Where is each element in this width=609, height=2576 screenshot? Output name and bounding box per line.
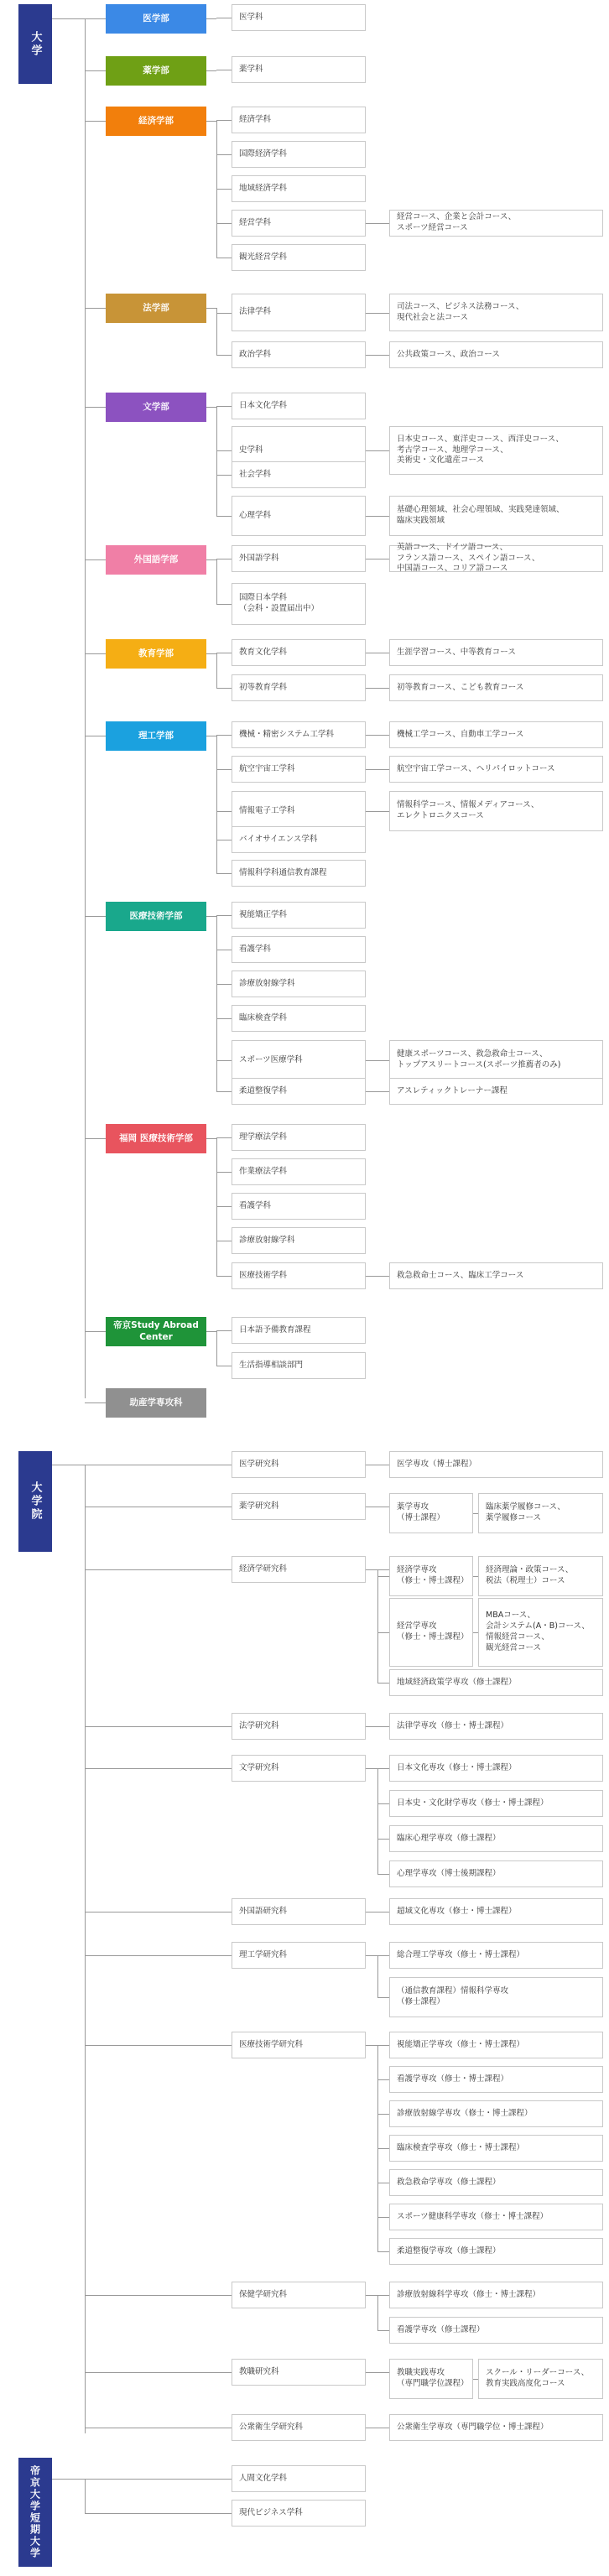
connector-line (206, 18, 216, 19)
connector-line (366, 769, 389, 770)
connector-line (377, 2295, 389, 2296)
connector-line (85, 559, 106, 560)
connector-line (216, 653, 217, 688)
department-box[interactable]: 観光経営学科 (232, 244, 366, 271)
major-box[interactable]: 経済学専攻 （修士・博士課程） (389, 1556, 473, 1596)
major-box[interactable]: 薬学専攻 （博士課程） (389, 1493, 473, 1533)
course-box: 情報科学コース、情報メディアコース、 エレクトロニクスコース (389, 791, 603, 831)
major-box[interactable]: 総合理工学専攻（修士・博士課程） (389, 1942, 603, 1969)
department-box[interactable]: 機械・精密システム工学科 (232, 721, 366, 748)
faculty-block[interactable]: 文学部 (106, 393, 206, 422)
department-box[interactable]: 生活指導相談部門 (232, 1352, 366, 1379)
connector-line (377, 1768, 389, 1769)
major-box[interactable]: 心理学専攻（博士後期課程） (389, 1860, 603, 1887)
course-box: 機械工学コース、自動車工学コース (389, 721, 603, 748)
faculty-block[interactable]: 福岡 医療技術学部 (106, 1124, 206, 1153)
course-box: スクール・リーダーコース、 教育実践高度化コース (478, 2359, 603, 2399)
course-box: 航空宇宙工学コース、ヘリパイロットコース (389, 756, 603, 783)
connector-line (366, 1091, 389, 1092)
connector-line (85, 407, 106, 408)
major-box[interactable]: 日本文化専攻（修士・博士課程） (389, 1755, 603, 1782)
connector-line (216, 811, 232, 812)
connector-line (85, 121, 106, 122)
graduate-school-box[interactable]: 文学研究科 (232, 1755, 366, 1782)
course-box: 救急救命士コース、臨床工学コース (389, 1262, 603, 1289)
graduate-school-box[interactable]: 教職研究科 (232, 2359, 366, 2386)
connector-line (85, 1768, 232, 1769)
department-box[interactable]: 史学科 (232, 426, 366, 475)
department-box[interactable]: 経済学科 (232, 107, 366, 133)
connector-line (366, 2372, 389, 2373)
connector-line (377, 2148, 389, 2149)
connector-line (85, 1726, 232, 1727)
connector-line (85, 2513, 232, 2514)
connector-line (216, 450, 232, 451)
major-box[interactable]: 看護学専攻（修士・博士課程） (389, 2066, 603, 2093)
major-box[interactable]: 教職実践専攻 （専門職学位課程） (389, 2359, 473, 2399)
course-box: 経済理論・政策コース、 税法（税理士）コース (478, 1556, 603, 1596)
connector-line (377, 2114, 389, 2115)
course-box: 日本史コース、東洋史コース、西洋史コース、 考古学コース、地理学コース、 美術史・文化遺産コース (389, 426, 603, 475)
major-box[interactable]: 地域経済政策学専攻（修士課程） (389, 1669, 603, 1696)
major-box[interactable]: 法律学専攻（修士・博士課程） (389, 1713, 603, 1740)
connector-line (216, 1206, 232, 1207)
department-box[interactable]: 理学療法学科 (232, 1124, 366, 1151)
connector-line (206, 121, 216, 122)
department-box[interactable]: 社会学科 (232, 461, 366, 488)
connector-line (216, 604, 232, 605)
connector-line (85, 916, 106, 917)
connector-line (377, 1997, 389, 1998)
department-box[interactable]: 現代ビジネス学科 (232, 2500, 366, 2527)
connector-line (206, 1138, 216, 1139)
connector-line (216, 984, 232, 985)
course-box: 健康スポーツコース、救急救命士コース、 トップアスリートコース(スポーツ推薦者のみ) (389, 1040, 603, 1080)
connector-line (216, 120, 232, 121)
faculty-block[interactable]: 経済学部 (106, 107, 206, 136)
connector-line (377, 2251, 389, 2252)
faculty-block[interactable]: 薬学部 (106, 56, 206, 86)
connector-line (366, 516, 389, 517)
course-box: 生涯学習コース、中等教育コース (389, 639, 603, 666)
connector-line (377, 2217, 389, 2218)
connector-line (377, 1955, 389, 1956)
course-box: MBAコース、 会計システム(A・B)コース、 情報経営コース、 観光経営コース (478, 1598, 603, 1667)
connector-line (206, 916, 216, 917)
connector-line (366, 1276, 389, 1277)
connector-line (377, 1955, 378, 1997)
connector-line (216, 355, 232, 356)
department-box[interactable]: 法律学科 (232, 294, 366, 331)
graduate-school-box[interactable]: 保健学研究科 (232, 2282, 366, 2308)
course-box: 基礎心理領域、社会心理領域、実践発達領域、 臨床実践領域 (389, 496, 603, 536)
connector-line (85, 2479, 86, 2513)
connector-line (216, 223, 232, 224)
major-box[interactable]: 診療放射線学専攻（修士・博士課程） (389, 2100, 603, 2127)
connector-line (366, 1726, 389, 1727)
connector-line (216, 189, 232, 190)
graduate-school-box[interactable]: 医療技術学研究科 (232, 2032, 366, 2058)
connector-line (85, 653, 106, 654)
faculty-block[interactable]: 医学部 (106, 4, 206, 34)
department-box[interactable]: 診療放射線学科 (232, 971, 366, 997)
faculty-block[interactable]: 理工学部 (106, 721, 206, 751)
connector-line (85, 18, 86, 1398)
department-box[interactable]: 国際日本学科 （会科・設置届出中） (232, 583, 366, 625)
connector-line (85, 2372, 232, 2373)
connector-line (216, 735, 232, 736)
connector-line (216, 313, 232, 314)
connector-line (216, 406, 232, 407)
connector-line (206, 559, 216, 560)
department-box[interactable]: 柔道整復学科 (232, 1078, 366, 1105)
department-box[interactable]: 看護学科 (232, 936, 366, 963)
connector-line (85, 1955, 232, 1956)
graduate-school-label: 大学院 (18, 1451, 52, 1552)
major-box[interactable]: 臨床検査学専攻（修士・博士課程） (389, 2135, 603, 2162)
major-box[interactable]: 臨床心理学専攻（修士課程） (389, 1825, 603, 1852)
junior-college-label: 帝京大学短期大学 (18, 2458, 52, 2567)
connector-line (377, 1632, 389, 1633)
major-box[interactable]: （通信教育課程）情報科学専攻 （修士課程） (389, 1977, 603, 2017)
connector-line (216, 407, 217, 516)
department-box[interactable]: 航空宇宙工学科 (232, 756, 366, 783)
major-box[interactable]: 日本史・文化財学専攻（修士・博士課程） (389, 1790, 603, 1817)
major-box[interactable]: 視能矯正学専攻（修士・博士課程） (389, 2032, 603, 2058)
graduate-school-box[interactable]: 公衆衛生学研究科 (232, 2414, 366, 2441)
connector-line (216, 1330, 232, 1331)
graduate-school-box[interactable]: 医学研究科 (232, 1451, 366, 1478)
connector-line (206, 70, 216, 71)
connector-line (377, 1874, 389, 1875)
connector-line (52, 18, 86, 19)
graduate-school-box[interactable]: 薬学研究科 (232, 1493, 366, 1520)
course-box: 経営コース、企業と会計コース、 スポーツ経営コース (389, 210, 603, 237)
connector-line (216, 736, 217, 873)
department-box[interactable]: バイオサイエンス学科 (232, 826, 366, 853)
graduate-school-box[interactable]: 法学研究科 (232, 1713, 366, 1740)
major-box[interactable]: スポーツ健康科学専攻（修士・博士課程） (389, 2204, 603, 2230)
connector-line (366, 735, 389, 736)
connector-line (85, 2295, 232, 2296)
connector-line (206, 308, 216, 309)
department-box[interactable]: 日本文化学科 (232, 393, 366, 419)
connector-line (377, 2079, 389, 2080)
connector-line (216, 308, 217, 355)
connector-line (216, 154, 232, 155)
connector-line (366, 223, 389, 224)
connector-line (206, 1331, 216, 1332)
connector-line (377, 1569, 378, 1683)
department-box[interactable]: 人間文化学科 (232, 2465, 366, 2492)
major-box[interactable]: 柔道整復学専攻（修士課程） (389, 2238, 603, 2265)
department-box[interactable]: 政治学科 (232, 341, 366, 368)
connector-line (216, 769, 232, 770)
connector-line (206, 653, 216, 654)
connector-line (377, 2295, 378, 2330)
connector-line (216, 475, 232, 476)
connector-line (216, 1331, 217, 1366)
graduate-school-box[interactable]: 理工学研究科 (232, 1942, 366, 1969)
connector-line (85, 1402, 106, 1403)
connector-line (216, 1138, 217, 1276)
faculty-block[interactable]: 外国語学部 (106, 545, 206, 575)
connector-line (377, 1683, 389, 1684)
faculty-block[interactable]: 法学部 (106, 294, 206, 323)
connector-line (85, 1569, 232, 1570)
department-box[interactable]: 情報科学科通信教育課程 (232, 860, 366, 887)
connector-line (85, 1331, 106, 1332)
major-box[interactable]: 超域文化専攻（修士・博士課程） (389, 1898, 603, 1925)
department-box[interactable]: 作業療法学科 (232, 1158, 366, 1185)
connector-line (366, 313, 389, 314)
connector-line (216, 1137, 232, 1138)
faculty-block[interactable]: 教育学部 (106, 639, 206, 669)
connector-line (85, 18, 106, 19)
connector-line (85, 308, 106, 309)
connector-line (85, 70, 106, 71)
connector-line (85, 1138, 106, 1139)
connector-line (366, 1060, 389, 1061)
department-box[interactable]: 教育文化学科 (232, 639, 366, 666)
major-box[interactable]: 公衆衛生学専攻（専門職学位・博士課程） (389, 2414, 603, 2441)
graduate-school-box[interactable]: 外国語研究科 (232, 1898, 366, 1925)
connector-line (366, 811, 389, 812)
department-box[interactable]: 日本語予備教育課程 (232, 1317, 366, 1344)
department-box[interactable]: 外国語学科 (232, 545, 366, 572)
connector-line (216, 916, 217, 1091)
connector-line (85, 1465, 86, 2433)
department-box[interactable]: 経営学科 (232, 210, 366, 237)
department-box[interactable]: 薬学科 (232, 56, 366, 83)
connector-line (216, 1018, 232, 1019)
connector-line (216, 688, 232, 689)
connector-line (377, 1768, 378, 1874)
connector-line (377, 1803, 389, 1804)
connector-line (216, 1276, 232, 1277)
connector-line (377, 2045, 389, 2046)
graduate-school-box[interactable]: 経済学研究科 (232, 1556, 366, 1583)
connector-line (377, 1576, 389, 1577)
connector-line (366, 355, 389, 356)
department-box[interactable]: 心理学科 (232, 496, 366, 536)
major-box[interactable]: 医学専攻（博士課程） (389, 1451, 603, 1478)
major-box[interactable]: 経営学専攻 （修士・博士課程） (389, 1598, 473, 1667)
connector-line (377, 2330, 389, 2331)
connector-line (216, 1060, 232, 1061)
major-box[interactable]: 救急救命学専攻（修士課程） (389, 2169, 603, 2196)
connector-line (52, 2479, 86, 2480)
connector-line (85, 2045, 232, 2046)
connector-line (216, 1091, 232, 1092)
department-box[interactable]: 診療放射線学科 (232, 1227, 366, 1254)
connector-line (377, 1839, 389, 1840)
faculty-block[interactable]: 医療技術学部 (106, 902, 206, 931)
department-box[interactable]: 臨床検査学科 (232, 1005, 366, 1032)
department-box[interactable]: 初等教育学科 (232, 674, 366, 701)
connector-line (216, 1172, 232, 1173)
department-box[interactable]: 医療技術学科 (232, 1262, 366, 1289)
connector-line (366, 688, 389, 689)
major-box[interactable]: 看護学専攻（修士課程） (389, 2317, 603, 2344)
faculty-block[interactable]: 助産学専攻科 (106, 1388, 206, 1418)
connector-line (216, 559, 217, 604)
university-label: 大学 (18, 4, 52, 84)
course-box: 初等教育コース、こども教育コース (389, 674, 603, 701)
connector-line (366, 450, 389, 451)
course-box: 公共政策コース、政治コース (389, 341, 603, 368)
connector-line (206, 407, 216, 408)
connector-line (85, 2479, 232, 2480)
department-box[interactable]: 医学科 (232, 4, 366, 31)
connector-line (216, 873, 232, 874)
course-box: 司法コース、ビジネス法務コース、 現代社会と法コース (389, 294, 603, 331)
department-box[interactable]: 地域経済学科 (232, 175, 366, 202)
faculty-block[interactable]: 帝京Study Abroad Center (106, 1317, 206, 1346)
connector-line (216, 915, 232, 916)
department-box[interactable]: スポーツ医療学科 (232, 1040, 366, 1080)
department-box[interactable]: 視能矯正学科 (232, 902, 366, 929)
course-box: 英語コース、ドイツ語コース、 フランス語コース、スペイン語コース、 中国語コース、コリア語コース (389, 545, 603, 572)
course-box: アスレティックトレーナー課程 (389, 1078, 603, 1105)
major-box[interactable]: 診療放射線科学専攻（修士・博士課程） (389, 2282, 603, 2308)
course-box: 臨床薬学履修コース、 薬学履修コース (478, 1493, 603, 1533)
department-box[interactable]: 国際経済学科 (232, 141, 366, 168)
department-box[interactable]: 情報電子工学科 (232, 791, 366, 831)
department-box[interactable]: 看護学科 (232, 1193, 366, 1220)
connector-line (216, 516, 232, 517)
